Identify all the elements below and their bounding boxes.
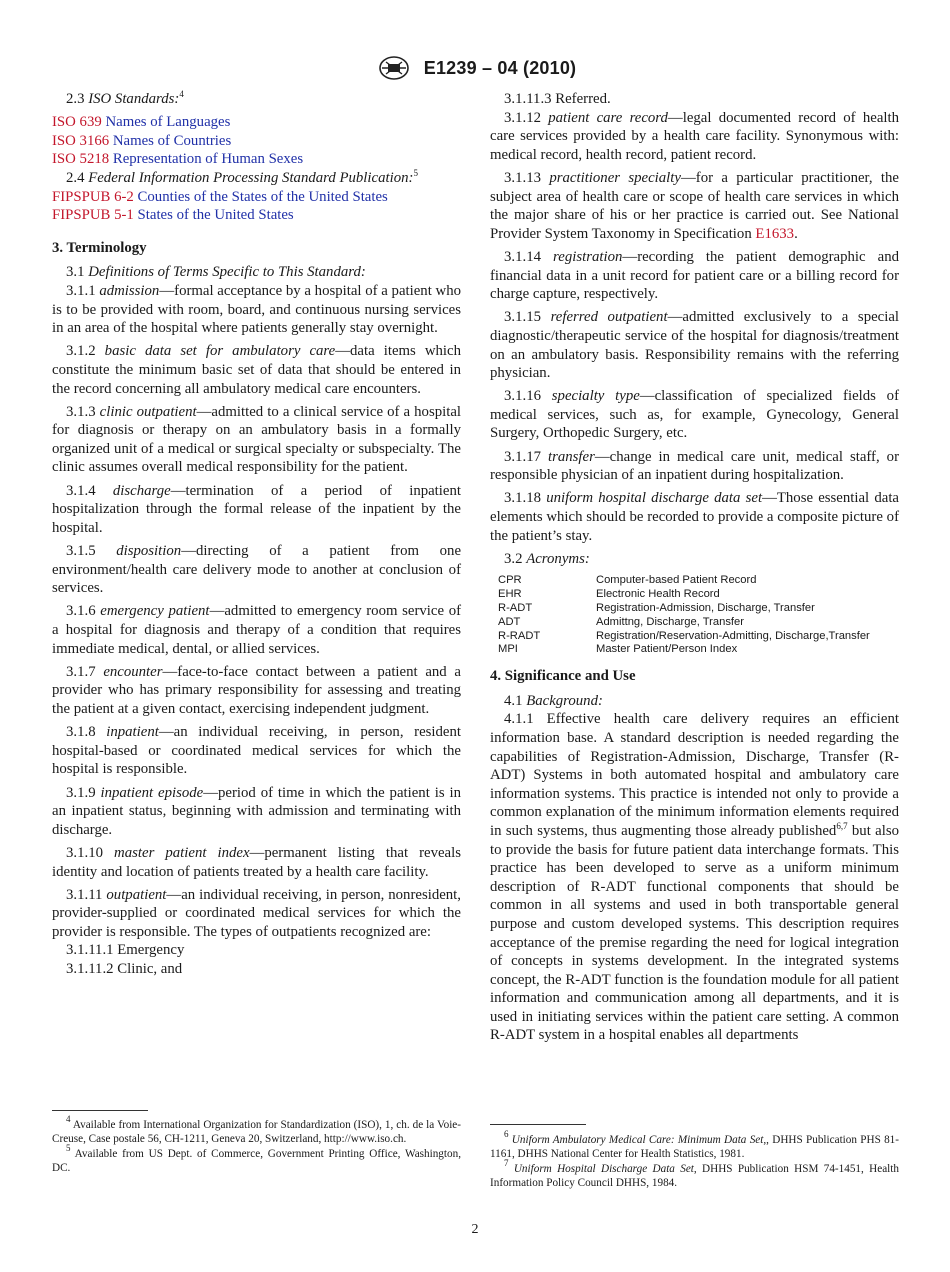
iso-ref-639[interactable]: ISO 639 Names of Languages bbox=[52, 114, 231, 131]
acronym-row bbox=[490, 616, 899, 630]
outpatient-type-clinic: 3.1.11.2 Clinic, and bbox=[66, 961, 183, 978]
footnote-rule bbox=[52, 1110, 148, 1111]
outpatient-type-emergency: 3.1.11.1 Emergency bbox=[66, 942, 185, 959]
section-2-4: 2.4 Federal Information Processing Standard Publication:$^5$ bbox=[66, 167, 418, 186]
iso-ref-5218[interactable]: ISO 5218 Representation of Human Sexes bbox=[52, 151, 304, 168]
footnote-5: $^5$ Available from US Dept. of Commerce, Government Printing Office, Washington, DC. bbox=[52, 1142, 461, 1175]
acronym-abbr: MPI bbox=[498, 643, 518, 656]
acronym-def: Master Patient/Person Index bbox=[596, 643, 738, 656]
fips-ref-5-1[interactable]: FIPSPUB 5-1 States of the United States bbox=[52, 207, 294, 224]
acronym-abbr: ADT bbox=[498, 615, 521, 628]
acronym-def: Registration/Reservation-Admitting, Discharge,Transfer bbox=[596, 629, 870, 642]
acronym-row bbox=[490, 630, 899, 644]
left-column bbox=[52, 90, 461, 983]
footnote-rule bbox=[490, 1124, 586, 1125]
acronym-abbr: EHR bbox=[498, 588, 522, 601]
acronym-row bbox=[490, 602, 899, 616]
definition-patient-care-record: 3.1.12 patient care record—legal documented record of health care services provided by a health care facility. Synonymous with: medical record, health record, patient record. bbox=[490, 109, 900, 163]
section-heading-terminology: 3. Terminology bbox=[52, 239, 147, 256]
acronym-abbr: R-ADT bbox=[498, 602, 533, 614]
definition-outpatient: 3.1.11 outpatient—an individual receiving, in person, nonresident, provider-supplied or coordinated medical services for which the provider is responsible. The types of outpatients recognized are: bbox=[52, 886, 461, 940]
section-4-1: 4.1 Background: bbox=[504, 692, 603, 709]
section-2-3: 2.3 ISO Standards:$^4$ bbox=[66, 89, 184, 107]
section-3-1: 3.1 Definitions of Terms Specific to This Standard: bbox=[66, 264, 366, 281]
acronym-def: Computer-based Patient Record bbox=[596, 574, 757, 587]
definition-referred-outpatient: 3.1.15 referred outpatient—admitted exclusively to a special diagnostic/therapeutic service of the hospital for diagnosis/treatment on an ambulatory basis. Responsibility remains with the referring physician. bbox=[490, 309, 900, 382]
acronyms-table bbox=[490, 574, 899, 657]
definition-master-patient-index: 3.1.10 master patient index—permanent listing that reveals identity and location of patients treated by a health care facility. bbox=[52, 844, 461, 880]
section-3-2: 3.2 Acronyms: bbox=[504, 550, 590, 567]
page-header bbox=[0, 56, 950, 82]
acronym-def: Admittng, Discharge, Transfer bbox=[596, 615, 744, 628]
astm-logo-icon bbox=[374, 56, 414, 80]
definition-basic-data-set: 3.1.2 basic data set for ambulatory care—data items which constitute the minimum basic set of data that should be entered in the record concerning all ambulatory medical care encounters. bbox=[52, 343, 462, 397]
definition-discharge: 3.1.4 discharge—termination of a period of inpatient hospitalization through the formal release of the inpatient by the hospital. bbox=[52, 482, 461, 536]
acronym-def: Registration-Admission, Discharge, Transfer bbox=[596, 602, 815, 614]
definition-disposition: 3.1.5 disposition—directing of a patient from one environment/health care delivery mode to another at conclusion of services. bbox=[52, 543, 462, 597]
page-number: 2 bbox=[471, 1222, 479, 1237]
definition-registration: 3.1.14 registration—recording the patient demographic and financial data in a unit record for patient care or a billing record for charge capture, respectively. bbox=[490, 248, 899, 303]
acronym-row bbox=[490, 588, 899, 602]
definition-emergency-patient: 3.1.6 emergency patient—admitted to emergency room service of a hospital for diagnosis and therapy of a condition that requires immediate medical, dental, or allied services. bbox=[52, 603, 462, 657]
footnotes-left bbox=[52, 1114, 461, 1176]
footnotes-right bbox=[490, 1129, 900, 1191]
definition-specialty-type: 3.1.16 specialty type—classification of specialized fields of medical services, such as, for example, Gynecology, General Surgery, Orthopedic Surgery, etc. bbox=[490, 388, 900, 442]
footnote-7: $^7$ Uniform Hospital Discharge Data Set, DHHS Publication HSM 74-1451, Health Information Policy Council DHHS, 1984. bbox=[490, 1157, 899, 1190]
definition-practitioner-specialty: 3.1.13 practitioner specialty—for a particular practitioner, the subject area of health care or scope of health care services in which the major share of his or her practice is carried out. See National Provider System Taxonomy in Specification E1633. bbox=[490, 169, 900, 242]
right-column bbox=[490, 90, 899, 1050]
definition-transfer: 3.1.17 transfer—change in medical care unit, medical staff, or responsible physician of an inpatient during hospitalization. bbox=[490, 448, 899, 484]
footnote-4: $^4$ Available from International Organization for Standardization (ISO), 1, ch. de la Voie-Creuse, Case postale 56, CH-1211, Geneva 20, Switzerland, http://www.iso.ch. bbox=[52, 1114, 461, 1146]
definition-encounter: 3.1.7 encounter—face-to-face contact between a patient and a provider who has primary responsibility for assessing and treating the patient at a given contact, exercising independent judgment. bbox=[52, 663, 461, 717]
outpatient-type-referred: 3.1.11.3 Referred. bbox=[504, 91, 611, 107]
definition-inpatient: 3.1.8 inpatient—an individual receiving, in person, resident hospital-based or coordinated medical services for which the hospital is responsible. bbox=[52, 724, 461, 778]
acronym-row bbox=[490, 643, 899, 657]
section-heading-significance: 4. Significance and Use bbox=[490, 668, 636, 685]
definition-clinic-outpatient: 3.1.3 clinic outpatient—admitted to a clinical service of a hospital for diagnosis or therapy on an ambulatory basis in a formally organized unit of a medical or surgical specialty or subspecialty. The clinic assumes overall medical responsibility for the patient. bbox=[52, 403, 461, 476]
acronym-def: Electronic Health Record bbox=[596, 588, 720, 601]
acronym-abbr: CPR bbox=[498, 574, 522, 587]
fips-ref-6-2[interactable]: FIPSPUB 6-2 Counties of the States of the United States bbox=[52, 188, 388, 205]
acronym-row bbox=[490, 574, 899, 588]
paragraph-4-1-1: 4.1.1 Effective health care delivery requires an efficient information base. A standard description is needed regarding the capabilities of Registration-Admission, Discharge, Transfer (R-ADT) Systems in both automated hospital and ambulatory care information systems. This practice is intended not only to provide a common explanation of the minimum information elements required in such systems, thus augmenting those already published$^{6,7}$ but also to provide the basis for future patient data interchange formats. This practice has been developed to serve as a uniform minimum description of R-ADT functional components that should be common in all systems and used in both transportable general purpose and custom developed systems. This description requires acceptance of the premise regarding the need for logical integration of concepts in systems development. In the integrated systems concept, the R-ADT function is the foundation module for all patient information and communication among all departments, and it is used in initiating services within the patient care setting. A common R-ADT system in a hospital enables all departments bbox=[490, 711, 899, 1044]
definition-admission: 3.1.1 admission—formal acceptance by a hospital of a patient who is to be provided with room, board, and continuous nursing services in an area of the hospital where patients generally stay overnight. bbox=[52, 282, 462, 337]
iso-ref-3166[interactable]: ISO 3166 Names of Countries bbox=[52, 132, 232, 149]
definition-inpatient-episode: 3.1.9 inpatient episode—period of time in which the patient is in an inpatient status, beginning with admission and terminating with discharge. bbox=[52, 784, 461, 838]
acronym-abbr: R-RADT bbox=[498, 629, 541, 642]
link-e1633[interactable]: E1633 bbox=[755, 225, 795, 242]
document-designation: E1239 – 04 (2010) bbox=[423, 57, 577, 78]
footnote-6: $^6$ Uniform Ambulatory Medical Care: Minimum Data Set,, DHHS Publication PHS 81-1161, DHHS National Center for Health Statistics, 1981. bbox=[490, 1129, 900, 1161]
definition-uhdds: 3.1.18 uniform hospital discharge data set—Those essential data elements which should be recorded to provide a composite picture of the patient’s stay. bbox=[490, 490, 899, 544]
